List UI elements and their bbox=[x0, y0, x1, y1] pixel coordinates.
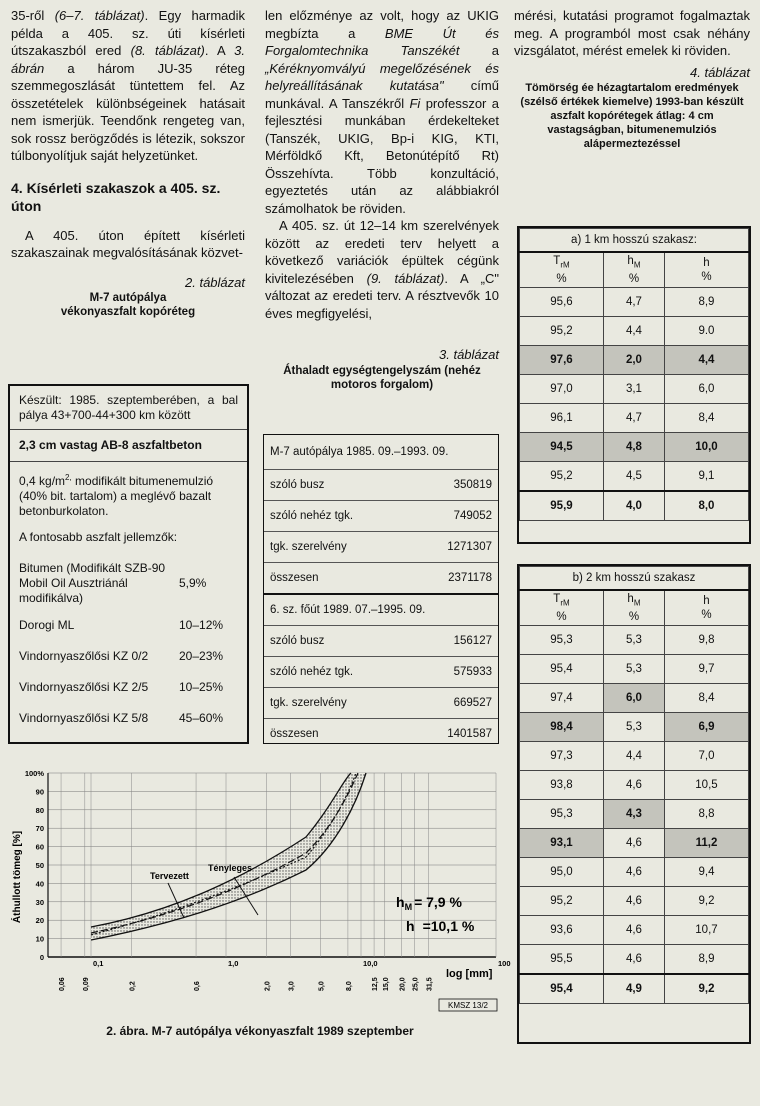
table4-cell: 11,2 bbox=[664, 829, 748, 858]
table-row bbox=[520, 684, 749, 713]
table4-title-row bbox=[520, 567, 749, 591]
table3 bbox=[263, 434, 499, 744]
table4-cell: 98,4 bbox=[520, 713, 604, 742]
table4-cell: 5,3 bbox=[603, 655, 664, 684]
x-tick-label: 1,0 bbox=[228, 959, 239, 968]
table-row bbox=[520, 916, 749, 945]
table4-cell: 8,0 bbox=[664, 491, 748, 521]
envelope-lower bbox=[91, 773, 366, 940]
table2-built: Készült: 1985. szeptemberében, a bal pálya 43+700-44+300 km között bbox=[19, 393, 238, 422]
x-tick-label: 12,5 bbox=[372, 977, 380, 991]
table4-cell: 4,0 bbox=[603, 491, 664, 521]
table4-cell: 4,6 bbox=[603, 916, 664, 945]
table4-header-cell: $h_M$ % bbox=[603, 252, 664, 288]
table4-cell: 93,1 bbox=[520, 829, 604, 858]
table4-header-cell: $T_{rM}$ % bbox=[520, 252, 604, 288]
table4-cell: 6,9 bbox=[664, 713, 748, 742]
table4-cell: 97,0 bbox=[520, 375, 604, 404]
table4-title-row bbox=[520, 229, 749, 253]
table-row bbox=[520, 800, 749, 829]
table2-row: Dorogi ML 10–12% bbox=[19, 618, 224, 632]
x-tick-label: 31,5 bbox=[426, 977, 434, 991]
table-row bbox=[520, 945, 749, 975]
table-row bbox=[520, 829, 749, 858]
y-tick-label: 60 bbox=[35, 842, 44, 852]
table3-row: szóló busz 350819 bbox=[264, 470, 498, 501]
y-tick-label: 50 bbox=[35, 861, 44, 870]
table4-cell: 4,5 bbox=[603, 462, 664, 492]
x-tick-label: 20,0 bbox=[399, 977, 407, 991]
table2-binder: 0,4 $kg/m^{2,}$ modifikált bitumenemulzió (40% bit. tartalom) a meglévő bazalt betonburkolaton. bbox=[19, 473, 214, 518]
table2-caption: M-7 autópálya vékonyaszfalt kopóréteg bbox=[60, 292, 196, 318]
table4-cell: 95,2 bbox=[520, 462, 604, 492]
table4-cell: 4,9 bbox=[603, 974, 664, 1004]
y-tick-label: 90 bbox=[35, 787, 44, 797]
grading-curve-figure bbox=[6, 765, 511, 1055]
table4-cell: 10,5 bbox=[664, 771, 748, 800]
x-tick-label: 5,0 bbox=[318, 981, 326, 991]
col2-paragraph-2: A 405. sz. út 12–14 km szerelvények között az eredeti terv helyett a következő variációk épültek cégünk kivitelezésében (9. táblázat). A „C" változat az eredeti terv. A résztvevők 10 éves megfigyelési, bbox=[265, 218, 499, 321]
table4-cell: 95,4 bbox=[520, 655, 604, 684]
table3-caption: Áthaladt egységtengelyszám (nehéz motoros forgalom) bbox=[283, 364, 481, 391]
table4-cell: 8,9 bbox=[664, 945, 748, 975]
y-tick-label: 20 bbox=[35, 916, 44, 926]
x-tick-label: 2,0 bbox=[264, 981, 272, 991]
table4-cell: 9.0 bbox=[664, 317, 748, 346]
table-row bbox=[520, 742, 749, 771]
table-row bbox=[520, 404, 749, 433]
table4-cell: 9,2 bbox=[664, 974, 748, 1004]
table4-cell: 8,8 bbox=[664, 800, 748, 829]
table4-header-cell: $T_{rM}$ % bbox=[520, 590, 604, 626]
table3-row: tgk. szerelvény 1271307 bbox=[264, 532, 498, 563]
table4-cell: 4,6 bbox=[603, 887, 664, 916]
y-tick-label: 10 bbox=[35, 934, 44, 944]
planned-label: Tervezett bbox=[150, 871, 189, 881]
y-tick-label: 30 bbox=[35, 897, 44, 907]
column-2 bbox=[265, 7, 499, 392]
table4-cell: 95,0 bbox=[520, 858, 604, 887]
x-tick-label: 0,1 bbox=[93, 959, 104, 968]
table3-row: szóló nehéz tgk. 749052 bbox=[264, 501, 498, 532]
table2-props-title: A fontosabb aszfalt jellemzők: bbox=[19, 530, 178, 544]
table2-layer: 2,3 cm vastag AB-8 aszfaltbeton bbox=[19, 438, 202, 452]
y-axis-label: Áthullott tömeg [%] bbox=[12, 830, 23, 924]
table-row bbox=[520, 771, 749, 800]
table4-cell: 10,7 bbox=[664, 916, 748, 945]
actual-label: Tényleges bbox=[208, 863, 253, 873]
table-row bbox=[520, 655, 749, 684]
table-row bbox=[520, 626, 749, 655]
x-tick-label: 25,0 bbox=[412, 977, 420, 991]
table2-row: Vindornyaszőlősi KZ 5/8 45–60% bbox=[19, 711, 224, 725]
table4-cell: 9,1 bbox=[664, 462, 748, 492]
section-paragraph: A 405. úton épített kísérleti szakaszainak megvalósításának közvet- bbox=[11, 227, 245, 260]
table3-section1-title: M-7 autópálya 1985. 09.–1993. 09. bbox=[264, 435, 498, 470]
x-axis-label: log [mm] bbox=[446, 968, 493, 980]
column-3 bbox=[514, 7, 750, 151]
x-tick-label: 0,06 bbox=[59, 977, 67, 991]
table4-cell: 8,9 bbox=[664, 288, 748, 317]
table4-cell: 4,4 bbox=[664, 346, 748, 375]
table4-cell: 5,3 bbox=[603, 713, 664, 742]
table-row bbox=[520, 433, 749, 462]
table2-row: Vindornyaszőlősi KZ 0/2 20–23% bbox=[19, 649, 224, 663]
table4-cell: 95,5 bbox=[520, 945, 604, 975]
envelope-band bbox=[91, 773, 366, 940]
x-tick-label: 0,2 bbox=[129, 981, 137, 991]
table4-cell: 4,4 bbox=[603, 317, 664, 346]
table4-cell: 4,7 bbox=[603, 288, 664, 317]
table4-cell: 9,2 bbox=[664, 887, 748, 916]
table4-cell: 95,3 bbox=[520, 800, 604, 829]
table3-row: szóló busz 156127 bbox=[264, 626, 498, 657]
table4-cell: 6,0 bbox=[603, 684, 664, 713]
table-row bbox=[520, 462, 749, 492]
table4-caption: Tömörség ée hézagtartalom eredmények (szélső értékek kiemelve) 1993-ban készült aszfalt kopórétegek átlag: 4 cm vastagságban, bitumenemulziós alápermeztezéssel bbox=[520, 82, 744, 150]
hm-annotation: $h_M = 7,9$ % bbox=[396, 894, 462, 912]
table4-cell: 97,3 bbox=[520, 742, 604, 771]
table4-cell: 95,3 bbox=[520, 626, 604, 655]
table4-cell: 4,8 bbox=[603, 433, 664, 462]
table4-cell: 95,6 bbox=[520, 288, 604, 317]
table4-cell: 97,6 bbox=[520, 346, 604, 375]
table4-cell: 3,1 bbox=[603, 375, 664, 404]
y-tick-label: 80 bbox=[35, 805, 44, 815]
x-tick-label: 3,0 bbox=[288, 981, 296, 991]
table4-cell: 4,7 bbox=[603, 404, 664, 433]
table-row bbox=[520, 858, 749, 887]
table-row bbox=[520, 288, 749, 317]
table3-row: összesen 1401587 bbox=[270, 728, 492, 740]
y-tick-label: 0 bbox=[39, 953, 44, 962]
table4-cell: 5,3 bbox=[603, 626, 664, 655]
table4-cell: 4,3 bbox=[603, 800, 664, 829]
table4-cell: 4,6 bbox=[603, 858, 664, 887]
table4-cell: 93,6 bbox=[520, 916, 604, 945]
x-tick-label: 10,0 bbox=[363, 959, 378, 968]
table4b bbox=[519, 566, 749, 1004]
table4-header-row bbox=[520, 252, 749, 288]
table2-row: Bitumen (Modifikált SZB-90 Mobil Oil Ausztriánál modifikálva) 5,9% bbox=[19, 561, 207, 605]
table4-header-row bbox=[520, 590, 749, 626]
table4-header-cell: $h_M$ % bbox=[603, 590, 664, 626]
table4-number: 4. táblázat bbox=[690, 64, 750, 80]
table4-cell: 2,0 bbox=[603, 346, 664, 375]
table4-cell: 96,1 bbox=[520, 404, 604, 433]
table3-number: 3. táblázat bbox=[439, 347, 499, 362]
table3-row: tgk. szerelvény 669527 bbox=[264, 688, 498, 719]
table-row bbox=[520, 346, 749, 375]
table4-cell: 94,5 bbox=[520, 433, 604, 462]
table3-row: összesen 2371178 bbox=[264, 563, 498, 595]
col2-paragraph-1: len előzménye az volt, hogy az UKIG megbízta a BME Út és Forgalomtechnika Tanszékét a „Kéréknyomvályú megelőzésének és helyreállításának kutatása" című munkával. A Tanszékről Fi professzor a fejlesztési munkában érdekelteket (Tanszék, UKIG, Bp-i KIG, KTI, Mérföldkő Kft, Betonútépítő Rt) Összehívta. Több konzultáció, egyeztetés után az alábbiakról számolhatok be röviden. bbox=[265, 8, 499, 216]
table4-cell: 95,9 bbox=[520, 491, 604, 521]
table4-cell: 6,0 bbox=[664, 375, 748, 404]
x-tick-label: 15,0 bbox=[382, 977, 390, 991]
x-tick-label: 0,6 bbox=[194, 981, 202, 991]
figure2-caption: 2. ábra. M-7 autópálya vékonyaszfalt 1989 szeptember bbox=[106, 1024, 414, 1038]
table4-cell: 4,6 bbox=[603, 945, 664, 975]
x-tick-label: 0,09 bbox=[82, 977, 90, 991]
table4-cell: 4,6 bbox=[603, 771, 664, 800]
table2-number: 2. táblázat bbox=[185, 274, 245, 290]
table4-cell: 8,4 bbox=[664, 404, 748, 433]
table-row bbox=[520, 713, 749, 742]
table4-cell: 4,6 bbox=[603, 829, 664, 858]
table3-row: szóló nehéz tgk. 575933 bbox=[264, 657, 498, 688]
y-tick-label: 100% bbox=[24, 769, 44, 778]
table4-cell: 7,0 bbox=[664, 742, 748, 771]
table4a bbox=[519, 228, 749, 521]
section-heading: 4. Kísérleti szakaszok a 405. sz. úton bbox=[11, 179, 221, 214]
table4-cell: 93,8 bbox=[520, 771, 604, 800]
table3-section2-title: 6. sz. főút 1989. 07.–1995. 09. bbox=[264, 595, 498, 626]
col3-paragraph: mérési, kutatási programot fogalmaztak meg. A programból most csak néhány vizsgálatot, mérést emelek ki röviden. bbox=[514, 8, 750, 58]
table4-cell: 10,0 bbox=[664, 433, 748, 462]
table4-cell: 95,2 bbox=[520, 887, 604, 916]
stamp-text: KMSZ 13/2 bbox=[447, 1001, 489, 1010]
y-ticks bbox=[25, 769, 45, 962]
h-annotation: h =10,1 % bbox=[406, 918, 475, 934]
y-tick-label: 70 bbox=[35, 824, 44, 834]
table4-header-cell: h % bbox=[664, 252, 748, 288]
table4-cell: 4,4 bbox=[603, 742, 664, 771]
x-tick-label: 100 bbox=[498, 959, 511, 968]
table4-part-title: a) 1 km hosszú szakasz: bbox=[520, 229, 749, 253]
table4-part-title: b) 2 km hosszú szakasz bbox=[520, 567, 749, 591]
table4-cell: 97,4 bbox=[520, 684, 604, 713]
table-row bbox=[520, 887, 749, 916]
table4-header-cell: h % bbox=[664, 590, 748, 626]
column-1 bbox=[11, 7, 245, 319]
table-row bbox=[520, 317, 749, 346]
intro-paragraph: 35-ről (6–7. táblázat). Egy harmadik példa a 405. sz. úti kísérleti útszakaszból ered (8. táblázat). A 3. ábrán a három JU-35 réteg szemmegoszlását tüntettem fel. Az összetételek különbségeinek hatásait nem ismerjük. Teendőnk rengeteg van, sok rossz berögződés is létezik, sokszor túlbonyolítjuk saját helyzetünket. bbox=[11, 8, 245, 163]
table4-cell: 9,7 bbox=[664, 655, 748, 684]
table2-row: Vindornyaszőlősi KZ 2/5 10–25% bbox=[19, 680, 224, 694]
x-tick-label: 8,0 bbox=[345, 981, 353, 991]
table4-cell: 95,4 bbox=[520, 974, 604, 1004]
table-row bbox=[520, 974, 749, 1004]
table4-cell: 9,8 bbox=[664, 626, 748, 655]
table4-cell: 9,4 bbox=[664, 858, 748, 887]
x-ticks bbox=[59, 959, 510, 991]
y-tick-label: 40 bbox=[35, 879, 44, 889]
table4-cell: 8,4 bbox=[664, 684, 748, 713]
table4-cell: 95,2 bbox=[520, 317, 604, 346]
table-row bbox=[520, 491, 749, 521]
table2-box bbox=[8, 384, 249, 744]
table-row bbox=[520, 375, 749, 404]
